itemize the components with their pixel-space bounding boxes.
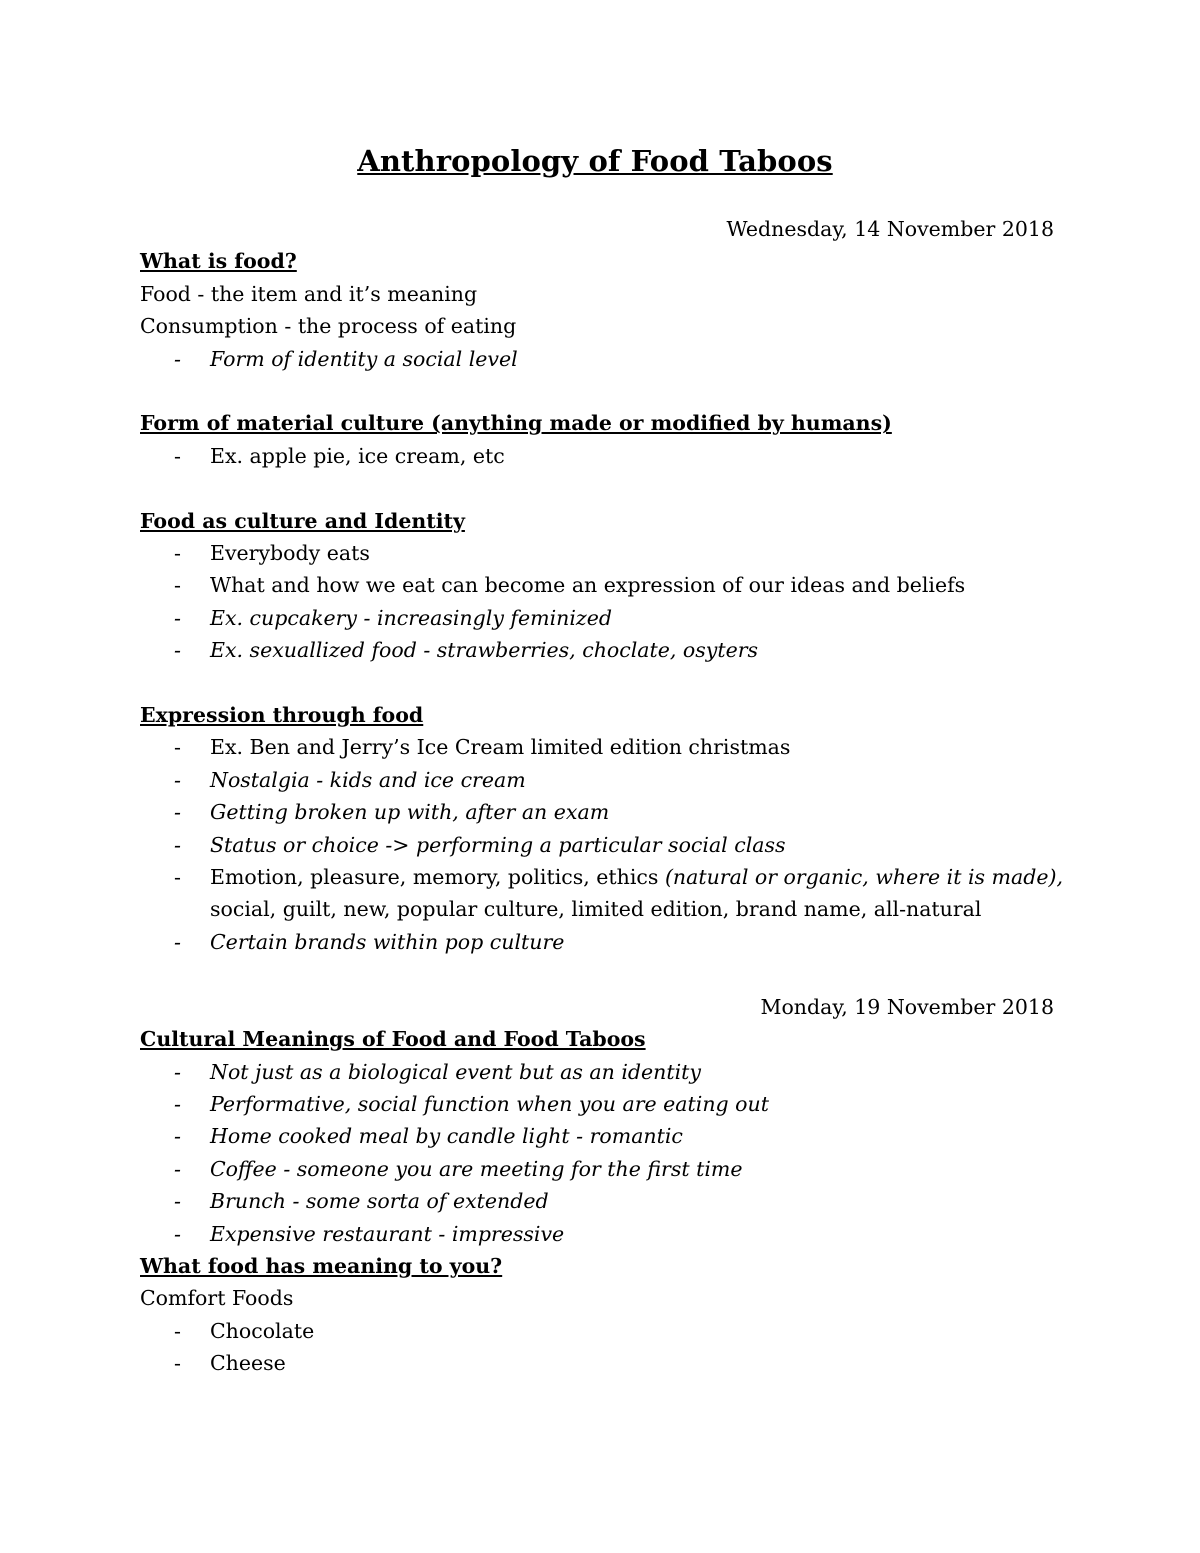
heading-expression-through-food: Expression through food bbox=[140, 703, 424, 728]
date-wednesday: Wednesday, 14 November 2018 bbox=[726, 217, 1054, 241]
bullet-dash: - bbox=[174, 346, 181, 371]
bullet-dash: - bbox=[174, 573, 181, 598]
list-item-text: Expensive restaurant - impressive bbox=[210, 1221, 565, 1246]
bullet-dash: - bbox=[174, 638, 181, 663]
list-item bbox=[140, 731, 1054, 763]
bullet-dash: - bbox=[174, 865, 181, 890]
bullet-dash: - bbox=[174, 832, 181, 857]
heading-food-as-culture: Food as culture and Identity bbox=[140, 508, 465, 533]
list-item-text: Not just as a biological event but as an identity bbox=[210, 1059, 701, 1084]
list-item-text: Ex. Ben and Jerry’s Ice Cream limited edition christmas bbox=[210, 735, 791, 760]
food-definition: Food - the item and it’s meaning bbox=[140, 281, 478, 306]
bullet-dash: - bbox=[174, 735, 181, 760]
list-item-text: Coffee - someone you are meeting for the first time bbox=[210, 1156, 743, 1181]
list-item bbox=[140, 829, 1054, 861]
date-monday: Monday, 19 November 2018 bbox=[760, 994, 1054, 1019]
bullet-dash: - bbox=[174, 443, 181, 468]
bullet-dash: - bbox=[174, 1189, 181, 1214]
list-item bbox=[140, 537, 1054, 569]
list-item bbox=[140, 926, 1054, 958]
list-item bbox=[140, 1153, 1054, 1185]
bullet-dash: - bbox=[174, 767, 181, 792]
list-item bbox=[140, 1315, 1054, 1347]
list-item-italic-note: (natural or organic, where it is made), bbox=[664, 865, 1063, 890]
bullet-dash: - bbox=[174, 1124, 181, 1149]
bullet-dash: - bbox=[174, 800, 181, 825]
bullet-dash: - bbox=[174, 929, 181, 954]
consumption-definition: Consumption - the process of eating bbox=[140, 314, 517, 339]
heading-cultural-meanings: Cultural Meanings of Food and Food Taboos bbox=[140, 1027, 646, 1052]
bullet-dash: - bbox=[174, 1351, 181, 1376]
document-title: Anthropology of Food Taboos bbox=[357, 144, 833, 178]
list-item bbox=[140, 1185, 1054, 1217]
list-item-text: Performative, social function when you are eating out bbox=[210, 1091, 769, 1116]
list-item bbox=[140, 602, 1054, 634]
spacer bbox=[140, 958, 1054, 990]
bullet-dash: - bbox=[174, 541, 181, 566]
list-item-text: Getting broken up with, after an exam bbox=[210, 800, 610, 825]
bullet-dash: - bbox=[174, 1221, 181, 1246]
list-item bbox=[140, 569, 1054, 601]
list-item bbox=[140, 1120, 1054, 1152]
heading-material-culture: Form of material culture (anything made or modified by humans) bbox=[140, 411, 892, 436]
list-item-text: Cheese bbox=[210, 1351, 286, 1376]
list-item bbox=[140, 634, 1054, 666]
list-item-text: Certain brands within pop culture bbox=[210, 929, 565, 954]
list-item-text: Chocolate bbox=[210, 1318, 315, 1343]
list-item-text: Home cooked meal by candle light - romantic bbox=[210, 1124, 683, 1149]
list-item-text: Emotion, pleasure, memory, politics, ethics bbox=[210, 865, 665, 890]
heading-meaning-to-you: What food has meaning to you? bbox=[140, 1253, 503, 1278]
list-item-text: Status or choice -> performing a particular social class bbox=[210, 832, 786, 857]
comfort-foods-label: Comfort Foods bbox=[140, 1286, 294, 1311]
list-item bbox=[140, 440, 1054, 472]
list-item-text: Everybody eats bbox=[210, 541, 370, 566]
spacer bbox=[140, 375, 1054, 407]
list-item-text: What and how we eat can become an expression of our ideas and beliefs bbox=[210, 573, 966, 598]
list-item-text: Ex. cupcakery - increasingly feminized bbox=[210, 605, 612, 630]
spacer bbox=[140, 472, 1054, 504]
list-item bbox=[140, 1218, 1054, 1250]
bullet-dash: - bbox=[174, 1059, 181, 1084]
bullet-dash: - bbox=[174, 605, 181, 630]
document-body bbox=[140, 213, 1063, 1380]
list-item-text: Ex. apple pie, ice cream, etc bbox=[210, 443, 505, 468]
list-item bbox=[140, 343, 1054, 375]
list-item-text: Nostalgia - kids and ice cream bbox=[210, 767, 526, 792]
spacer bbox=[140, 667, 1054, 699]
list-item-text: Ex. sexuallized food - strawberries, choclate, osyters bbox=[210, 638, 759, 663]
heading-what-is-food: What is food? bbox=[140, 249, 297, 274]
list-item bbox=[140, 764, 1054, 796]
bullet-dash: - bbox=[174, 1091, 181, 1116]
list-item bbox=[140, 796, 1054, 828]
list-item bbox=[140, 1056, 1054, 1088]
bullet-dash: - bbox=[174, 1156, 181, 1181]
bullet-dash: - bbox=[174, 1318, 181, 1343]
list-item bbox=[140, 1347, 1054, 1379]
list-item-text: Form of identity a social level bbox=[210, 346, 518, 371]
list-item bbox=[140, 861, 1063, 893]
list-item-continuation: social, guilt, new, popular culture, limited edition, brand name, all-natural bbox=[210, 897, 982, 922]
list-item-text: Brunch - some sorta of extended bbox=[210, 1189, 549, 1214]
list-item bbox=[140, 1088, 1054, 1120]
